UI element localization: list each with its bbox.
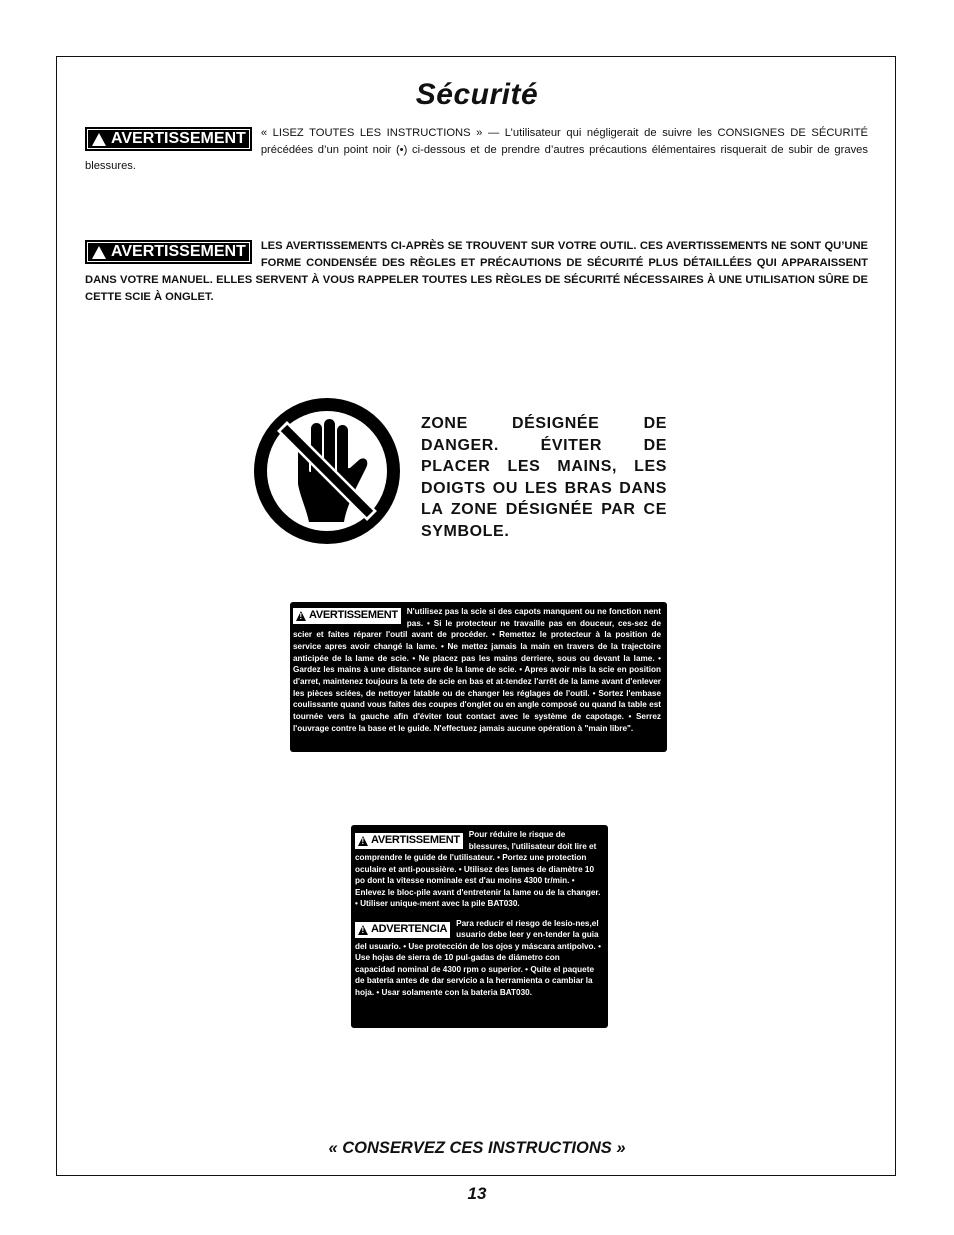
warning-text-2: LES AVERTISSEMENTS CI-APRÈS SE TROUVENT SUR VOTRE OUTIL. CES AVERTISSEMENTS NE SONT QU’UNE FORME CONDENSÉE DES RÈGLES ET PRÉCAUTIONS DE SÉCURITÉ PLUS DÉTAILLÉES QUI APPARAISSENT DANS VOTRE MANUEL. ELLES SERVENT À VOUS RAPPELER TOUTES LES RÈGLES DE SÉCURITÉ NÉCESSAIRES À UNE UTILISATION SÛRE DE CETTE SCIE À ONGLET. — [85, 240, 868, 303]
label-badge — [293, 608, 401, 624]
warning-triangle-icon — [92, 133, 106, 146]
danger-zone-text: ZONE DÉSIGNÉE DE DANGER. ÉVITER DE PLACER LES MAINS, LES DOIGTS OU LES BRAS DANS LA ZONE DÉSIGNÉE PAR CE SYMBOLE. — [421, 415, 667, 540]
warning-triangle-icon — [358, 925, 368, 935]
warning-badge-label: AVERTISSEMENT — [111, 243, 246, 260]
warning-triangle-icon — [92, 246, 106, 259]
page-number: 13 — [467, 1184, 487, 1203]
warning-label-1 — [290, 602, 667, 752]
label-badge — [355, 833, 463, 849]
footer-note: « CONSERVEZ CES INSTRUCTIONS » — [328, 1139, 626, 1157]
label-badge-text: AVERTISSEMENT — [309, 609, 398, 622]
no-hands-icon — [254, 398, 400, 544]
warning-triangle-icon — [358, 836, 368, 846]
warning-paragraph-1 — [85, 125, 868, 175]
label-badge-text: ADVERTENCIA — [371, 922, 448, 935]
label-spanish-text: Para reducir el riesgo de lesio-nes,el usuario debe leer y en-tender la guia del usuario. • Use protección de los ojos y máscara antipolvo. • Use hojas de sierra de 10 pul-gadas de diámetro con capacidad nominal de 4300 rpm o superior. • Quite el paquete de batería antes de dar servicio a la herramienta o cambiar la hoja. • Usar solamente con la bateria BAT030. — [355, 918, 601, 997]
label-badge-text: AVERTISSEMENT — [371, 834, 460, 847]
label-text: N'utilisez pas la scie si des capots manquent ou ne fonction nent pas. • Si le protecteur ne travaille pas en douceur, ces-sez de scier et faites réparer l'outil avant de procéder. • Remettez le protecteur à la position de service apres avoir changé la lame. • Ne mettez jamais la main en travers de la trajectoire anticipée de la lame de scie. • Ne placez pas les mains derriere, sous ou devant la lame. • Gardez les mains à une distance sure de la lame de scie. • Apres avoir mis la scie en position d'arret, maintenez toujours la tete de scie en bas et at-tendez l'arrêt de la lame avant d'enlever les pièces sciées, de nettoyer latable ou de changer les réglages de l'outil. • Sortez l'embase coulissante quand vous faites des coupes d'onglet ou en angle composé ou quand la table est tournée vers la gauche afin d'éviter tout contact avec le système de capotage. • Serrez l'ouvrage contre la base et le guide. N'effectuez jamais aucune opération à "main libre". — [293, 607, 661, 733]
warning-badge-label: AVERTISSEMENT — [111, 130, 246, 147]
warning-paragraph-2 — [85, 238, 868, 306]
warning-badge-1 — [85, 127, 252, 151]
label-spanish-block — [355, 918, 602, 999]
label-french-text: Pour réduire le risque de blessures, l'utilisateur doit lire et comprendre le guide de l'utilisateur. • Portez une protection oculaire et anti-poussière. • Utilisez des lames de diamètre 10 po dont la vitesse nominale est d'au moins 4300 tr/min. • Enlevez le bloc-pile avant d'entretenir la lame ou de la changer. • Utiliser unique-ment avec la pile BAT030. — [355, 830, 601, 908]
warning-text-1: « LISEZ TOUTES LES INSTRUCTIONS » — L’utilisateur qui négligerait de suivre les CONSIGNES DE SÉCURITÉ précédées d’un point noir (•) ci-dessous et de prendre d’autres précautions élémentaires risquerait de subir de graves blessures. — [85, 127, 868, 172]
page-title: Sécurité — [415, 78, 539, 111]
warning-triangle-icon — [296, 611, 306, 621]
label-french-block — [355, 829, 602, 910]
warning-badge-2 — [85, 240, 252, 264]
label-badge — [355, 922, 450, 938]
warning-label-2 — [351, 825, 608, 1028]
